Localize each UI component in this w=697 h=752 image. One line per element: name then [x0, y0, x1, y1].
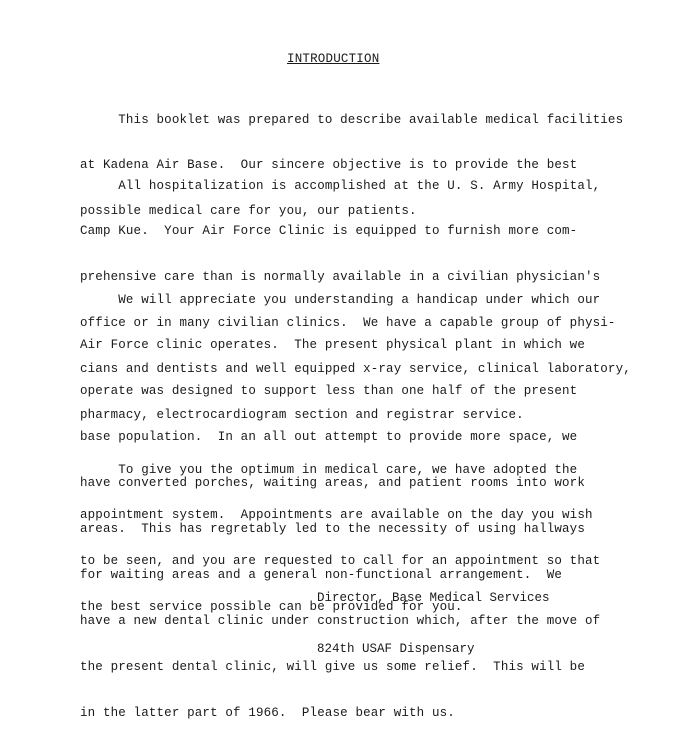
paragraph-line: possible medical care for you, our patients.	[80, 204, 417, 219]
paragraph-line: appointment system. Appointments are available on the day you wish	[80, 508, 593, 523]
signature-title: Director, Base Medical Services	[317, 591, 550, 605]
paragraph-line: in the latter part of 1966. Please bear with us.	[80, 705, 455, 720]
page-title: INTRODUCTION	[287, 52, 380, 66]
paragraph-line: office or in many civilian clinics. We have a capable group of physi-	[80, 316, 616, 331]
paragraph-line: cians and dentists and well equipped x-ray service, clinical laboratory,	[80, 362, 631, 377]
paragraph-line: pharmacy, electrocardiogram section and registrar service.	[80, 408, 524, 423]
paragraph-line: to be seen, and you are requested to call for an appointment so that	[80, 554, 601, 569]
signature-unit: 824th USAF Dispensary	[317, 642, 475, 656]
paragraph-line: All hospitalization is accomplished at the U. S. Army Hospital,	[80, 178, 601, 193]
paragraph-line: To give you the optimum in medical care, we have adopted the	[80, 462, 578, 477]
paragraph-line: Air Force clinic operates. The present physical plant in which we	[80, 338, 585, 353]
paragraph-line: the best service possible can be provided for you.	[80, 600, 463, 615]
paragraph-line: base population. In an all out attempt to provide more space, we	[80, 430, 578, 445]
paragraph-line: operate was designed to support less than one half of the present	[80, 384, 578, 399]
paragraph-line: at Kadena Air Base. Our sincere objective is to provide the best	[80, 158, 578, 173]
paragraph-line: prehensive care than is normally available in a civilian physician's	[80, 270, 601, 285]
paragraph-line: Camp Kue. Your Air Force Clinic is equipped to furnish more com-	[80, 224, 578, 239]
paragraph-line: have a new dental clinic under construction which, after the move of	[80, 613, 601, 628]
paragraph-line: have converted porches, waiting areas, and patient rooms into work	[80, 476, 585, 491]
paragraph-line: We will appreciate you understanding a handicap under which our	[80, 292, 601, 307]
paragraph-line: areas. This has regretably led to the necessity of using hallways	[80, 522, 585, 537]
paragraph-line: for waiting areas and a general non-functional arrangement. We	[80, 567, 563, 582]
paragraph-line: the present dental clinic, will give us some relief. This will be	[80, 659, 585, 674]
paragraph-line: This booklet was prepared to describe available medical facilities	[80, 112, 624, 127]
signature-block	[317, 556, 550, 692]
